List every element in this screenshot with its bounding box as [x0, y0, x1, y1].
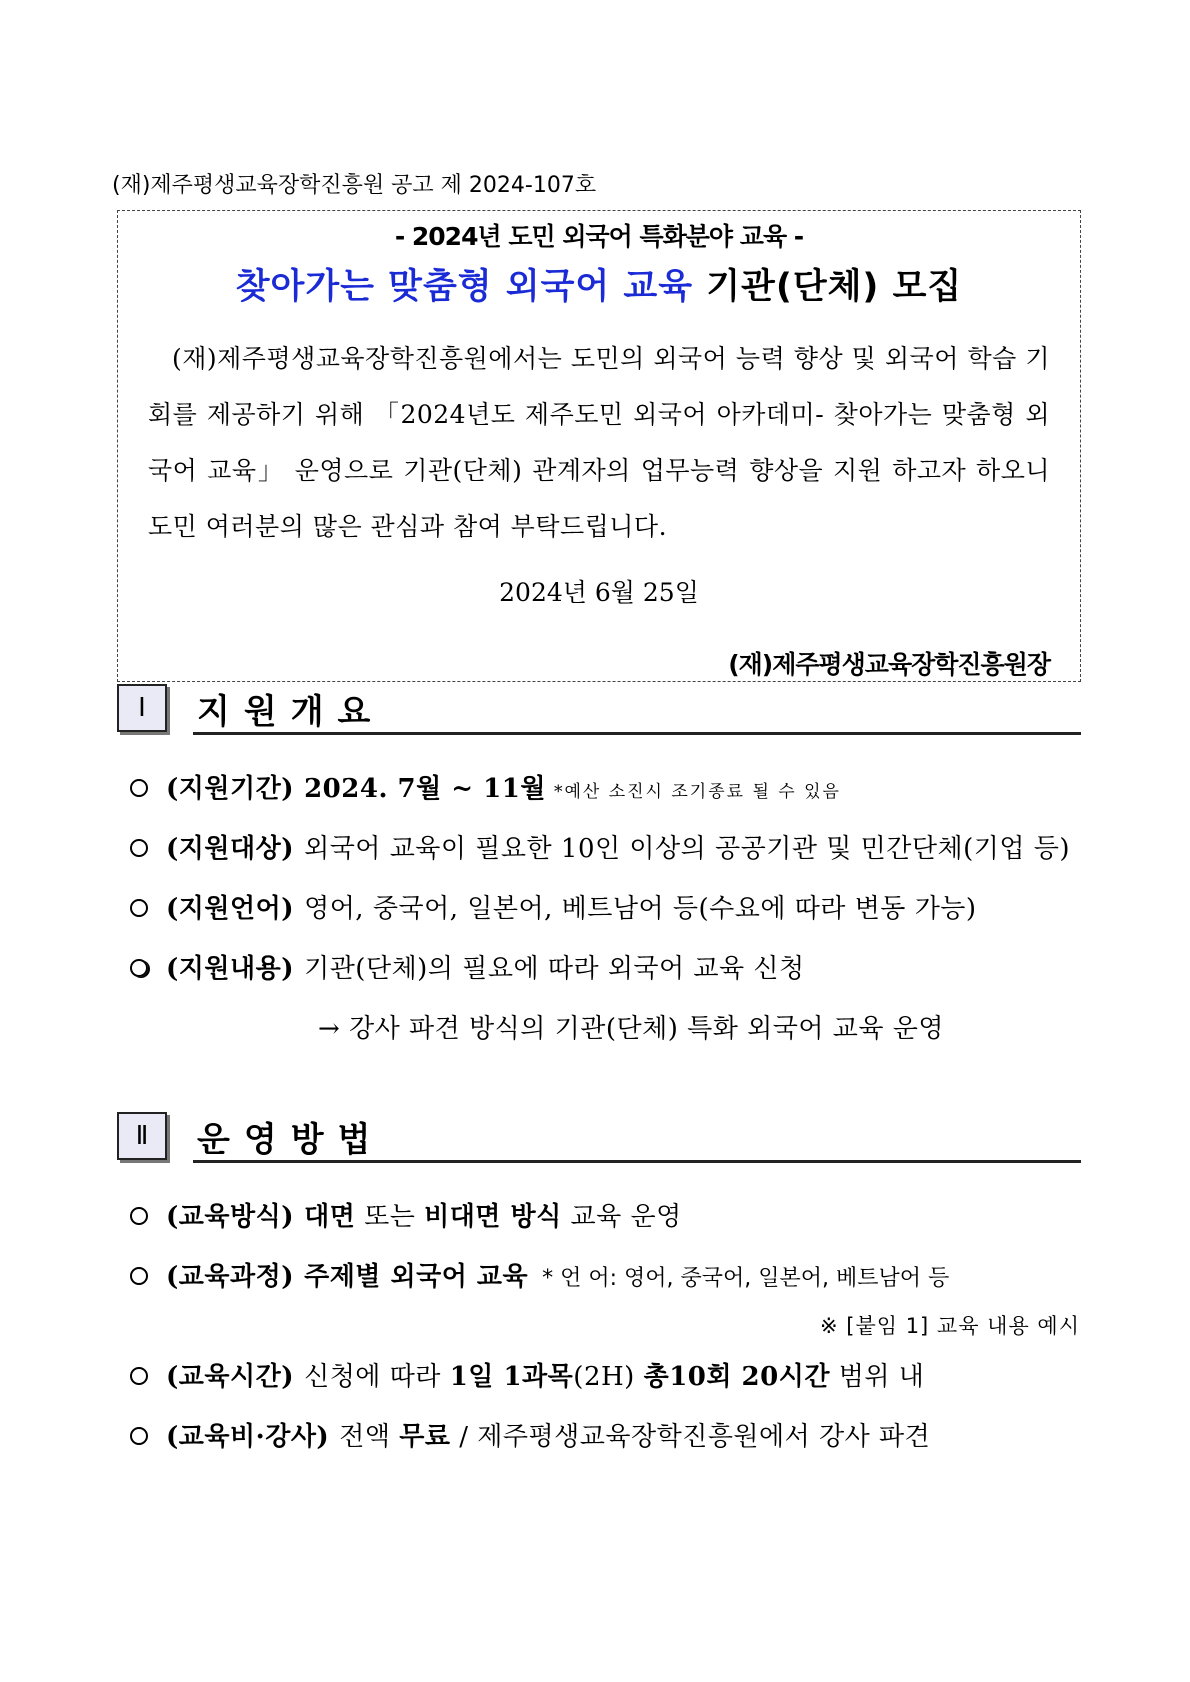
attachment-note: ※ [붙임 1] 교육 내용 예시	[819, 1314, 1080, 1338]
circle-bullet-icon	[130, 1267, 148, 1285]
circle-bullet-icon	[130, 839, 148, 857]
support-period: (지원기간) 2024. 7월 ~ 11월 *예산 소진시 조기종료 될 수 있음	[130, 768, 841, 805]
announcement-date: 2024년 6월 25일	[499, 578, 699, 607]
circle-bullet-icon	[130, 1427, 148, 1445]
support-content-detail: → 강사 파견 방식의 기관(단체) 특화 외국어 교육 운영	[318, 1014, 945, 1044]
circle-bullet-icon	[130, 959, 148, 977]
support-target: (지원대상) 외국어 교육이 필요한 10인 이상의 공공기관 및 민간단체(기업 등)	[130, 828, 1070, 865]
section-1-header	[117, 684, 1081, 734]
section-2-header	[117, 1112, 1081, 1162]
support-language: (지원언어) 영어, 중국어, 일본어, 베트남어 등(수요에 따라 변동 가능)	[130, 888, 977, 925]
title-highlight: 찾아가는 맞춤형 외국어 교육	[235, 267, 694, 307]
notice-number: (재)제주평생교육장학진흥원 공고 제 2024-107호	[112, 173, 597, 198]
section-1-title: 지원개요	[197, 692, 385, 732]
intro-paragraph: (재)제주평생교육장학진흥원에서는 도민의 외국어 능력 향상 및 외국어 학습 기회를 제공하기 위해 「2024년도 제주도민 외국어 아카데미- 찾아가는 맞춤형 외국어 교육」 운영으로 기관(단체) 관계자의 업무능력 향상을 지원 하고자 하오니 도민 여러분의 많은 관심과 참여 부탁드립니다.	[148, 344, 1050, 541]
section-1-underline	[193, 732, 1081, 735]
edu-method: (교육방식) 대면 또는 비대면 방식 교육 운영	[130, 1196, 682, 1233]
edu-fee-instructor: (교육비·강사) 전액 무료 / 제주평생교육장학진흥원에서 강사 파견	[130, 1416, 930, 1453]
announcement-subtitle: - 2024년 도민 외국어 특화분야 교육 -	[394, 222, 804, 251]
circle-bullet-icon	[130, 1367, 148, 1385]
section-2-number: Ⅱ	[117, 1112, 167, 1160]
edu-time: (교육시간) 신청에 따라 1일 1과목(2H) 총10회 20시간 범위 내	[130, 1356, 924, 1393]
support-content: (지원내용) 기관(단체)의 필요에 따라 외국어 교육 신청	[130, 948, 805, 985]
circle-bullet-icon	[130, 779, 148, 797]
announcement-box	[117, 210, 1081, 682]
circle-bullet-icon	[130, 899, 148, 917]
section-2-underline	[193, 1160, 1081, 1163]
section-2-title: 운영방법	[197, 1120, 385, 1160]
section-1-number: Ⅰ	[117, 684, 167, 732]
signer: (재)제주평생교육장학진흥원장	[728, 650, 1050, 679]
edu-course: (교육과정) 주제별 외국어 교육 * 언 어: 영어, 중국어, 일본어, 베트남어 등	[130, 1256, 949, 1293]
announcement-title	[118, 259, 1080, 309]
title-rest: 기관(단체) 모집	[693, 267, 963, 307]
circle-bullet-icon	[130, 1207, 148, 1225]
